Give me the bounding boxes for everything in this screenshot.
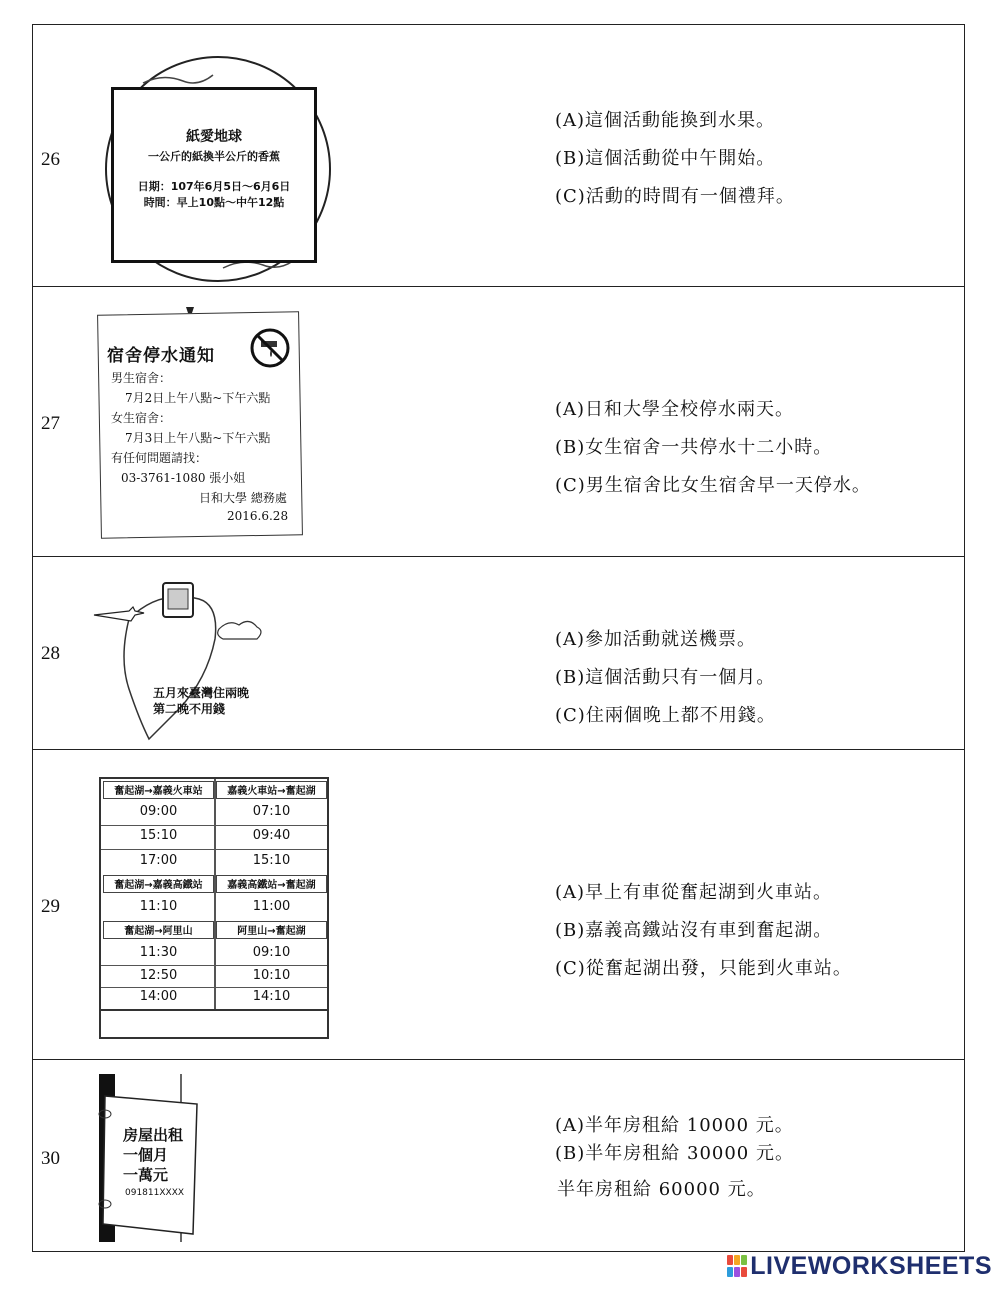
liveworksheets-logo[interactable] — [727, 1252, 992, 1281]
schedule-cell: 11:30 — [139, 945, 178, 960]
option-c[interactable]: (C)住兩個晚上都不用錢。 — [555, 705, 776, 726]
option-b[interactable]: (B)這個活動從中午開始。 — [555, 148, 776, 169]
recycling-notice — [111, 87, 317, 263]
row-divider — [101, 987, 327, 988]
notice-line: 7月2日上午八點~下午六點 — [125, 391, 271, 405]
notice-line: 有任何問題請找： — [111, 451, 208, 465]
schedule-cell: 09:00 — [139, 804, 178, 819]
row-divider — [101, 825, 327, 826]
option-b[interactable]: (B)這個活動只有一個月。 — [555, 667, 776, 688]
worksheet-table — [32, 24, 965, 1252]
notice-title: 紙愛地球 — [186, 129, 242, 145]
schedule-cell: 14:00 — [139, 989, 178, 1004]
options-list — [555, 874, 852, 988]
logo-icon — [727, 1255, 747, 1277]
schedule-cell: 11:10 — [139, 899, 178, 914]
option-c[interactable]: (C)從奮起湖出發，只能到火車站。 — [555, 958, 852, 979]
schedule-cell: 14:10 — [252, 989, 291, 1004]
question-row-27 — [33, 287, 964, 557]
notice-line: 第二晚不用錢 — [153, 702, 226, 716]
schedule-cell: 12:50 — [139, 968, 178, 983]
notice-time: 時間：早上10點～中午12點 — [143, 196, 285, 209]
notice-line: 2016.6.28 — [227, 509, 289, 523]
option-a[interactable]: (A)日和大學全校停水兩天。 — [555, 399, 795, 420]
travel-notice — [153, 685, 249, 717]
notice-line: 一萬元 — [123, 1166, 169, 1184]
taiwan-travel-illustration — [89, 569, 269, 744]
options-list — [555, 621, 776, 735]
option-b[interactable]: (B)半年房租給 30000 元。 — [555, 1143, 794, 1164]
question-row-30 — [33, 1060, 964, 1253]
schedule-header: 奮起湖→嘉義高鐵站 — [103, 875, 214, 893]
schedule-cell: 15:10 — [252, 853, 291, 868]
option-a[interactable]: (A)半年房租給 10000 元。 — [555, 1115, 794, 1136]
option-b[interactable]: (B)女生宿舍一共停水十二小時。 — [555, 437, 833, 458]
schedule-header: 嘉義高鐵站→奮起湖 — [216, 875, 327, 893]
schedule-cell: 17:00 — [139, 853, 178, 868]
option-a[interactable]: (A)參加活動就送機票。 — [555, 629, 757, 650]
notice-line: 7月3日上午八點~下午六點 — [125, 431, 271, 445]
schedule-cell: 07:10 — [252, 804, 291, 819]
column-divider — [214, 779, 216, 1009]
question-number: 26 — [41, 149, 60, 170]
options-list — [555, 391, 871, 505]
bus-schedule-table — [99, 777, 329, 1039]
brand-text: LIVEWORKSHEETS — [750, 1252, 992, 1280]
option-c[interactable]: (C)男生宿舍比女生宿舍早一天停水。 — [555, 475, 871, 496]
notice-phone: 091811XXXX — [125, 1188, 185, 1198]
question-row-26 — [33, 25, 964, 287]
notice-line: 03-3761-1080 張小姐 — [121, 471, 246, 485]
schedule-header: 奮起湖→嘉義火車站 — [103, 781, 214, 799]
notice-line: 女生宿舍： — [111, 411, 172, 425]
row-divider — [101, 965, 327, 966]
options-list — [555, 1112, 794, 1204]
no-water-icon — [249, 327, 291, 369]
schedule-header: 嘉義火車站→奮起湖 — [216, 781, 327, 799]
notice-line: 日和大學 總務處 — [199, 491, 287, 505]
question-row-28 — [33, 557, 964, 750]
row-divider — [101, 1009, 327, 1011]
option-a[interactable]: (A)這個活動能換到水果。 — [555, 110, 776, 131]
option-c[interactable]: (C)活動的時間有一個禮拜。 — [555, 186, 795, 207]
row-divider — [101, 849, 327, 850]
question-number: 28 — [41, 643, 60, 664]
question-number: 27 — [41, 413, 60, 434]
schedule-header: 阿里山→奮起湖 — [216, 921, 327, 939]
question-number: 29 — [41, 896, 60, 917]
notice-title: 宿舍停水通知 — [107, 346, 215, 366]
schedule-cell: 15:10 — [139, 828, 178, 843]
notice-line: 男生宿舍： — [111, 371, 172, 385]
water-outage-notice — [99, 305, 299, 545]
notice-date: 日期：107年6月5日～6月6日 — [137, 180, 291, 193]
question-number: 30 — [41, 1148, 60, 1169]
option-b[interactable]: (B)嘉義高鐵站沒有車到奮起湖。 — [555, 920, 833, 941]
schedule-cell: 10:10 — [252, 968, 291, 983]
notice-subtitle: 一公斤的紙換半公斤的香蕉 — [148, 150, 280, 163]
option-c[interactable]: 半年房租給 60000 元。 — [557, 1179, 766, 1200]
options-list — [555, 102, 795, 216]
notice-line: 房屋出租 — [123, 1126, 184, 1144]
schedule-header: 奮起湖→阿里山 — [103, 921, 214, 939]
notice-line: 一個月 — [123, 1146, 169, 1164]
option-a[interactable]: (A)早上有車從奮起湖到火車站。 — [555, 882, 833, 903]
schedule-cell: 09:10 — [252, 945, 291, 960]
schedule-cell: 11:00 — [252, 899, 291, 914]
schedule-cell: 09:40 — [252, 828, 291, 843]
notice-line: 五月來臺灣住兩晚 — [153, 686, 250, 700]
